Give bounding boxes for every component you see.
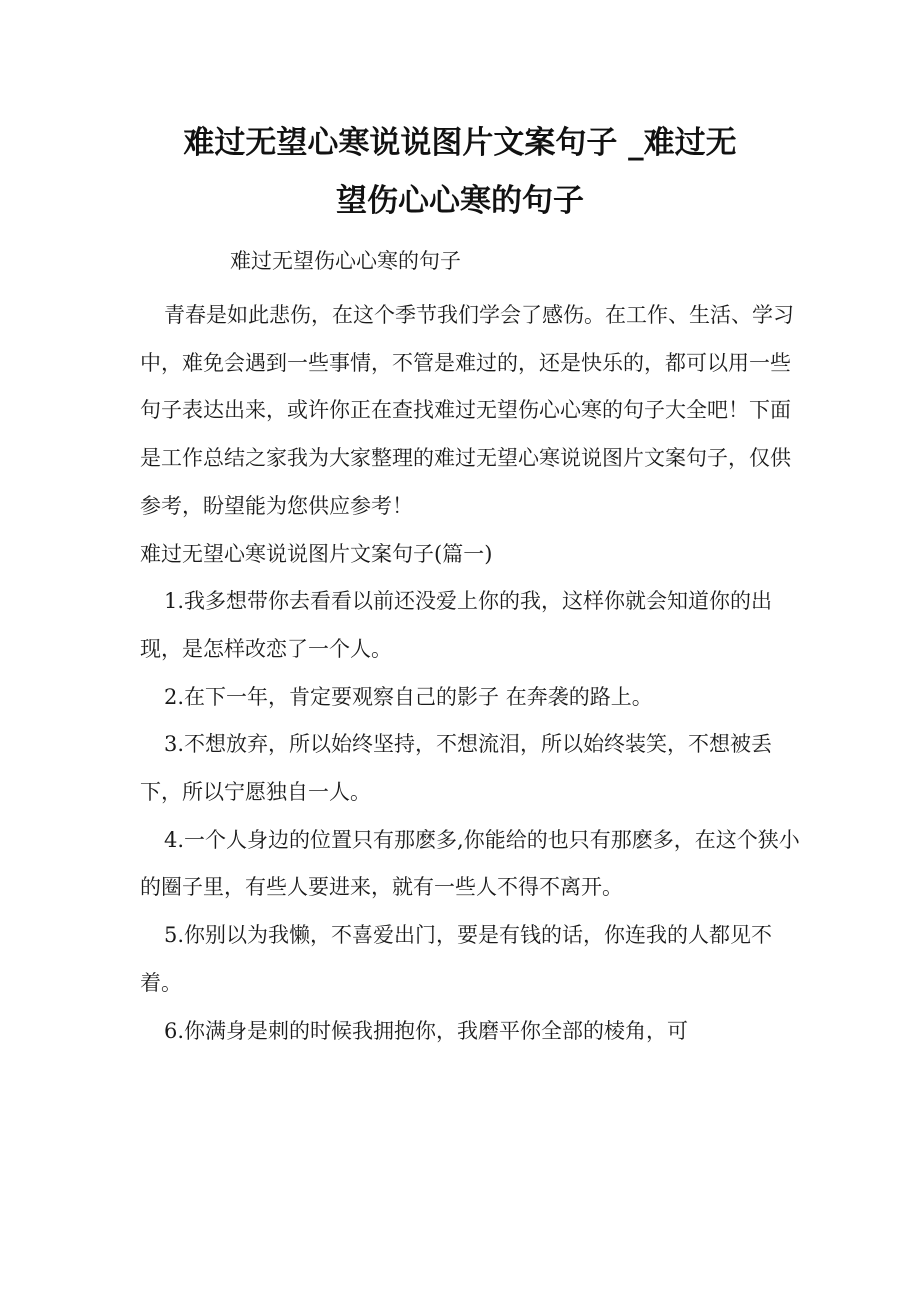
list-item: 2.在下一年，肯定要观察自己的影子 在奔袭的路上。 [164,684,653,709]
list-item: 5.你别以为我懒，不喜爱出门，要是有钱的话，你连我的人都见不着。 [140,923,773,995]
list-item: 1.我多想带你去看看以前还没爱上你的我，这样你就会知道你的出现，是怎样改恋了一个人。 [140,589,773,661]
document-title [100,114,820,230]
list-item: 6.你满身是刺的时候我拥抱你，我磨平你全部的棱角，可 [164,1018,689,1043]
section-heading: 难过无望心寒说说图片文案句子(篇一) [140,541,493,566]
document-body [140,292,800,1055]
intro-paragraph: 青春是如此悲伤，在这个季节我们学会了感伤。在工作、生活、学习中，难免会遇到一些事情，不管是难过的，还是快乐的，都可以用一些句子表达出来，或许你正在查找难过无望伤心心寒的句子大全吧！下面是工作总结之家我为大家整理的难过无望心寒说说图片文案句子，仅供参考，盼望能为您供应参考！ [140,303,794,518]
document-subtitle: 难过无望伤心心寒的句子 [230,249,461,273]
title-line-2: 望伤心心寒的句子 [336,183,584,219]
title-line-1: 难过无望心寒说说图片文案句子 _难过无 [183,125,737,161]
list-item: 4.一个人身边的位置只有那麽多,你能给的也只有那麽多，在这个狭小的圈子里，有些人要进来，就有一些人不得不离开。 [140,827,800,900]
list-item: 3.不想放弃，所以始终坚持，不想流泪，所以始终装笑，不想被丢下，所以宁愿独自一人。 [140,732,773,805]
